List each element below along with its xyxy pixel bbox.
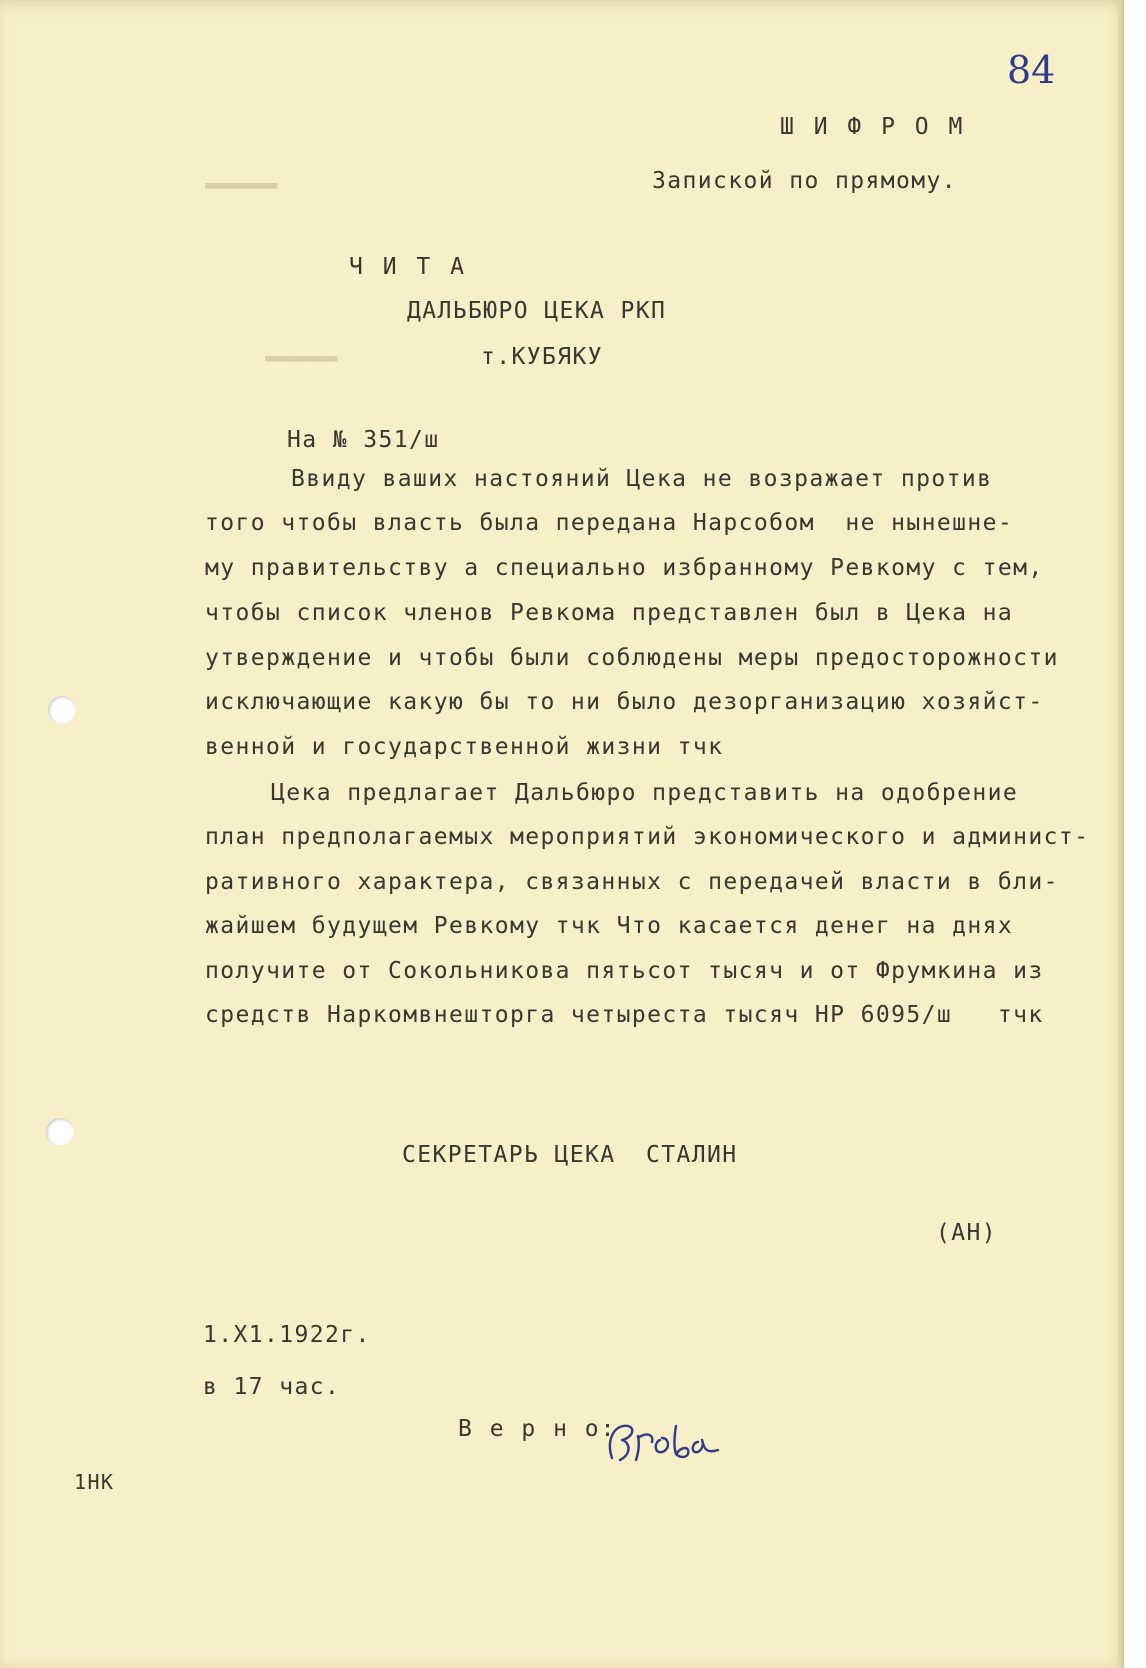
body-line: Цека предлагает Дальбюро представить на одобрение <box>271 780 1019 806</box>
address-city: Ч И Т А <box>349 254 467 280</box>
address-recipient: т.КУБЯКУ <box>481 344 603 370</box>
page-edge <box>1118 0 1124 1668</box>
body-line: средств Наркомвнешторга четыреста тысяч НР 6095/ш тчк <box>205 1002 1044 1028</box>
body-line: чтобы список членов Ревкома представлен был в Цека на <box>205 600 1014 626</box>
punch-hole-bottom <box>46 1118 74 1146</box>
body-line: ративного характера, связанных с передачей власти в бли- <box>205 869 1059 895</box>
document-date: 1.Х1.1922г. <box>203 1322 371 1348</box>
erased-text: ▬▬▬▬▬▬ <box>265 345 338 369</box>
body-line: исключающие какую бы то ни было дезорганизацию хозяйст- <box>205 689 1044 715</box>
copy-mark: 1НК <box>74 1470 115 1494</box>
certifier-signature <box>602 1410 732 1480</box>
transmission-note: Запиской по прямому. <box>652 168 957 194</box>
body-line: жайшем будущем Ревкому тчк Что касается денег на днях <box>205 913 1014 939</box>
signature-initials: (АН) <box>936 1220 997 1246</box>
body-line: получите от Сокольникова пятьсот тысяч и от Фрумкина из <box>205 958 1044 984</box>
handwritten-signature <box>602 1410 732 1470</box>
body-line: му правительству а специально избранному Ревкому с тем, <box>205 555 1044 581</box>
body-line: того чтобы власть была передана Нарсобом не нынешне- <box>205 510 1014 536</box>
body-line: план предполагаемых мероприятий экономического и админист- <box>205 824 1090 850</box>
body-line: Ввиду ваших настояний Цека не возражает против <box>291 466 993 492</box>
body-line: венной и государственной жизни тчк <box>205 734 724 760</box>
reference-number: На № 351/ш <box>287 427 440 453</box>
cipher-mark: Ш И Ф Р О М <box>780 114 966 140</box>
page-number: 84 <box>1007 48 1056 92</box>
certified-label: В е р н о: <box>458 1416 617 1442</box>
punch-hole-top <box>48 696 76 724</box>
address-org: ДАЛЬБЮРО ЦЕКА РКП <box>407 298 667 324</box>
erased-text: ▬▬▬▬▬▬ <box>205 172 278 196</box>
body-line: утверждение и чтобы были соблюдены меры предосторожности <box>205 645 1059 671</box>
document-time: в 17 час. <box>203 1374 341 1400</box>
signature-line: СЕКРЕТАРЬ ЦЕКА СТАЛИН <box>402 1142 738 1168</box>
